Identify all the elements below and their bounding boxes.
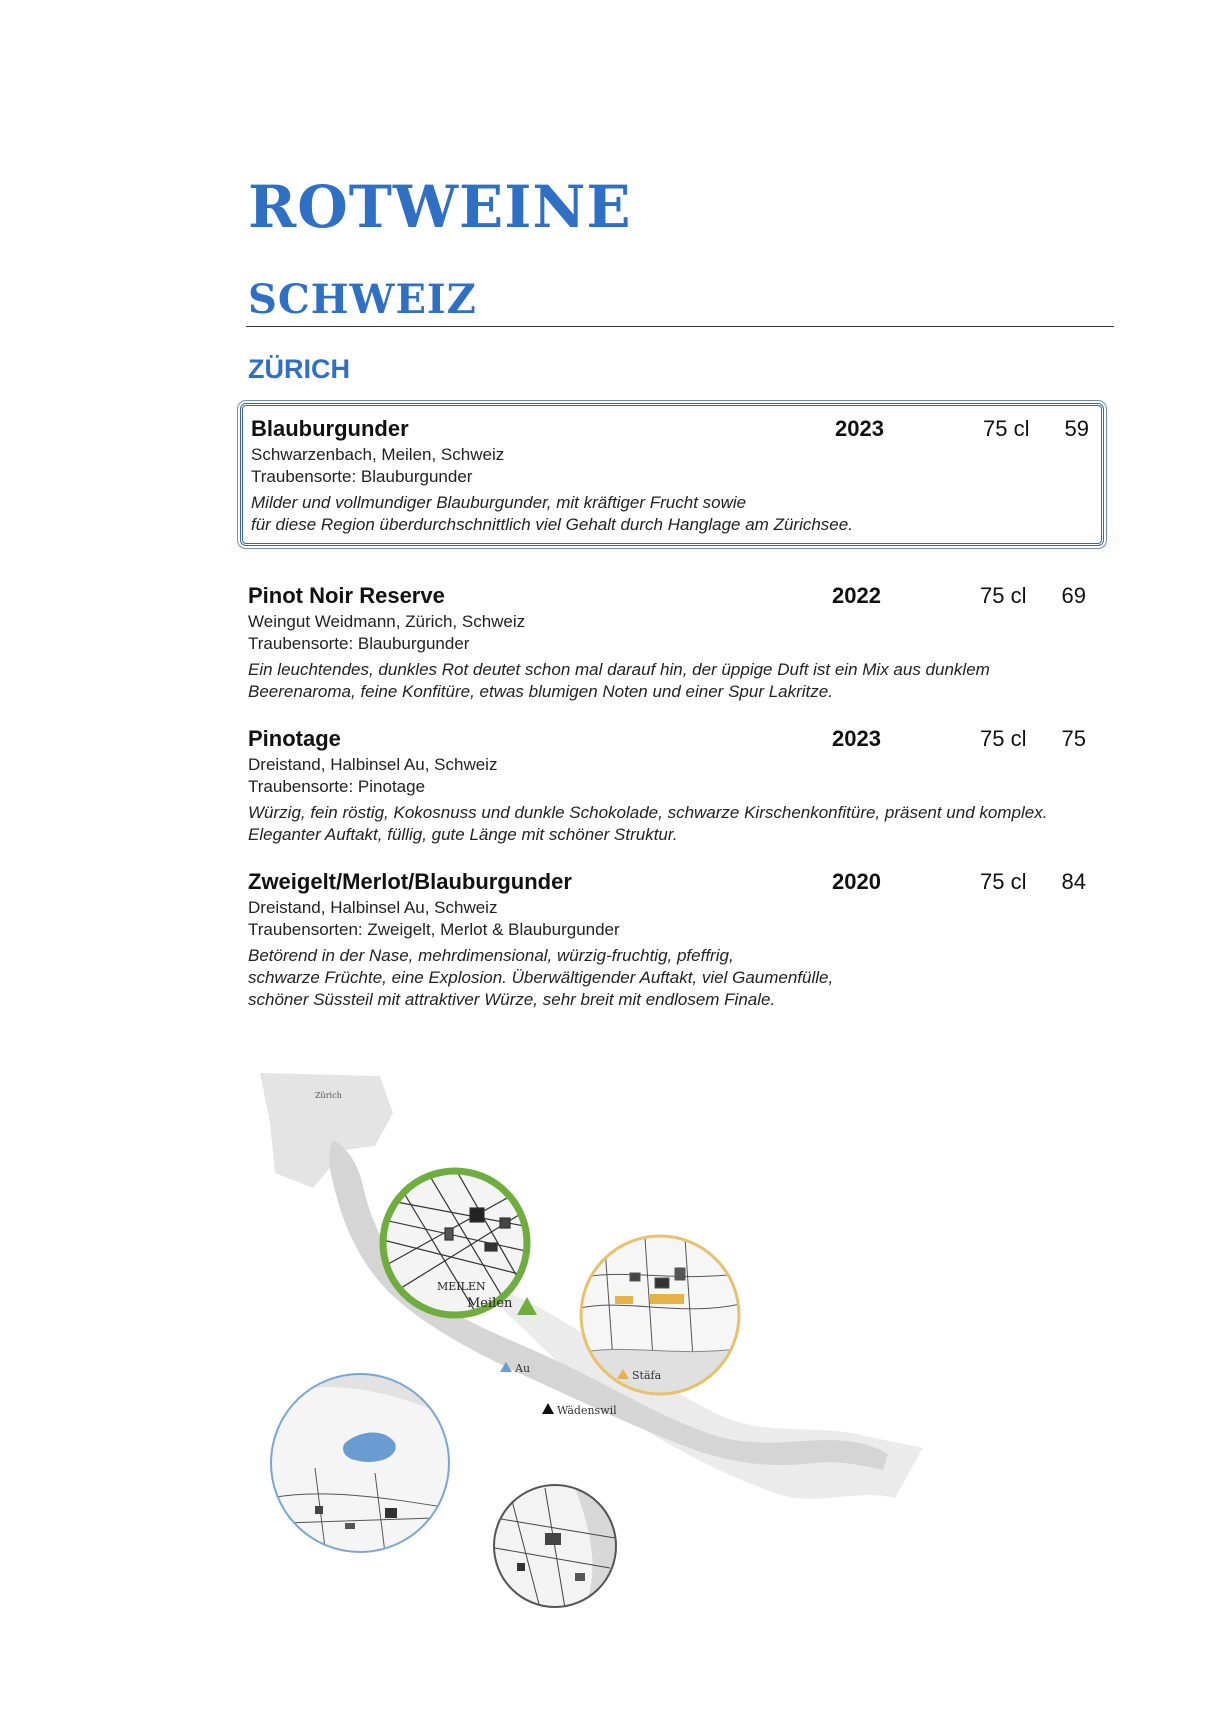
wine-description-line: Ein leuchtendes, dunkles Rot deutet schon mal darauf hin, der üppige Duft ist ein Mix aus dunklem bbox=[248, 660, 990, 679]
wine-grape: Traubensorten: Zweigelt, Merlot & Blauburgunder bbox=[248, 920, 620, 939]
wine-price: 84 bbox=[1061, 869, 1086, 894]
wine-description bbox=[248, 659, 1096, 703]
place-label-au: Au bbox=[515, 1362, 531, 1375]
wine-producer: Weingut Weidmann, Zürich, Schweiz bbox=[248, 612, 526, 631]
wine-description-line: Würzig, fein röstig, Kokosnuss und dunkle Schokolade, schwarze Kirschenkonfitüre, präsent und komplex. bbox=[248, 803, 1048, 822]
country-heading: SCHWEIZ bbox=[248, 276, 477, 323]
wine-grape: Traubensorte: Pinotage bbox=[248, 777, 426, 796]
wine-price: 59 bbox=[1064, 416, 1089, 441]
wine-year: 2020 bbox=[832, 869, 881, 894]
wine-description-line: Milder und vollmundiger Blauburgunder, mit kräftiger Frucht sowie bbox=[251, 493, 747, 512]
wine-entry-zweigelt-merlot-blauburgunder bbox=[248, 869, 1096, 1011]
wine-entry-pinotage bbox=[248, 726, 1096, 846]
wine-size: 75 cl bbox=[980, 869, 1027, 894]
wine-price: 75 bbox=[1061, 726, 1086, 751]
wine-grape: Traubensorte: Blauburgunder bbox=[251, 467, 473, 486]
au-detail-map bbox=[270, 1368, 450, 1553]
wine-description-line: schwarze Früchte, eine Explosion. Überwältigender Auftakt, viel Gaumenfülle, bbox=[248, 968, 834, 987]
wine-description-line: schöner Süssteil mit attraktiver Würze, sehr breit mit endlosem Finale. bbox=[248, 990, 776, 1009]
wine-name: Zweigelt/Merlot/Blauburgunder bbox=[248, 869, 572, 894]
wine-description-line: Beerenaroma, feine Konfitüre, etwas blumigen Noten und einer Spur Lakritze. bbox=[248, 682, 833, 701]
wine-description-line: Eleganter Auftakt, füllig, gute Länge mit schöner Struktur. bbox=[248, 825, 678, 844]
place-label-waedenswil: Wädenswil bbox=[557, 1404, 617, 1417]
wine-name: Blauburgunder bbox=[251, 416, 409, 441]
place-label-meilen: Meilen bbox=[467, 1296, 513, 1311]
wine-size: 75 cl bbox=[983, 416, 1030, 441]
waedenswil-marker bbox=[542, 1403, 554, 1414]
wine-producer: Schwarzenbach, Meilen, Schweiz bbox=[251, 445, 505, 464]
wine-description bbox=[248, 802, 1096, 846]
wine-year: 2023 bbox=[835, 416, 884, 441]
wine-name: Pinot Noir Reserve bbox=[248, 583, 445, 608]
waedenswil-detail-map bbox=[493, 1484, 625, 1608]
wine-size: 75 cl bbox=[980, 583, 1027, 608]
divider bbox=[246, 326, 1114, 327]
wine-year: 2023 bbox=[832, 726, 881, 751]
circle-map-label: MEILEN bbox=[437, 1280, 486, 1293]
page-title: ROTWEINE bbox=[248, 173, 632, 241]
wine-price: 69 bbox=[1061, 583, 1086, 608]
wine-size: 75 cl bbox=[980, 726, 1027, 751]
place-label-staefa: Stäfa bbox=[632, 1369, 662, 1382]
city-label: Zürich bbox=[315, 1091, 342, 1100]
wine-grape: Traubensorte: Blauburgunder bbox=[248, 634, 470, 653]
wine-producer: Dreistand, Halbinsel Au, Schweiz bbox=[248, 755, 498, 774]
wine-entry-blauburgunder bbox=[240, 403, 1104, 546]
wine-description-line: Betörend in der Nase, mehrdimensional, würzig-fruchtig, pfeffrig, bbox=[248, 946, 734, 965]
region-heading: ZÜRICH bbox=[248, 354, 350, 384]
lake-zurich-map bbox=[255, 1068, 975, 1628]
wine-year: 2022 bbox=[832, 583, 881, 608]
wine-name: Pinotage bbox=[248, 726, 341, 751]
wine-entry-pinot-noir-reserve bbox=[248, 583, 1096, 703]
wine-description bbox=[248, 945, 1096, 1011]
wine-description bbox=[251, 492, 1091, 536]
wine-description-line: für diese Region überdurchschnittlich viel Gehalt durch Hanglage am Zürichsee. bbox=[251, 515, 853, 534]
wine-producer: Dreistand, Halbinsel Au, Schweiz bbox=[248, 898, 498, 917]
